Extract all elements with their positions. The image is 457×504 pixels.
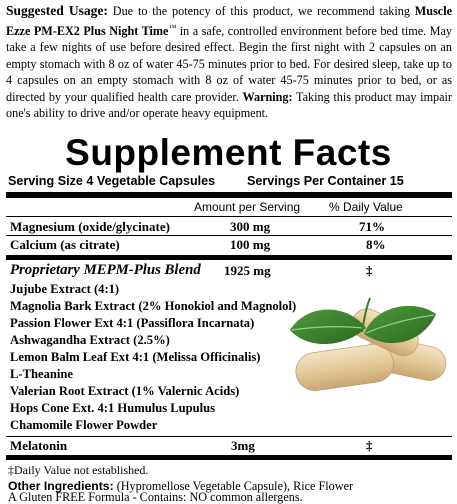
nutrient-dv: 71% xyxy=(359,219,385,234)
ingredient: Lemon Balm Leaf Ext 4:1 (Melissa Officinalis) xyxy=(10,350,261,364)
capsule-icon xyxy=(293,342,395,393)
nutrient-dv: 8% xyxy=(366,237,386,252)
ingredient: L-Theanine xyxy=(10,367,73,381)
other-ingredients-text: (Hypromellose Vegetable Capsule), Rice Flower xyxy=(113,479,354,493)
trademark-symbol: ™ xyxy=(168,22,177,32)
ingredient: Passion Flower Ext 4:1 (Passiflora Incarnata) xyxy=(10,316,255,330)
ingredient: Jujube Extract (4:1) xyxy=(10,282,120,296)
blend-name: Proprietary MEPM-Plus Blend xyxy=(10,262,201,278)
serving-size: Serving Size 4 Vegetable Capsules xyxy=(8,174,216,188)
usage-text-2: in a safe, controlled environment before bed time. May take a few nights of use before desired effect. Begin the first night with 2 capsules on an empty stomach with 8 oz of water 45-75 minutes prior to bed. For desired sleep, take up to 4 capsules on an empty stomach with 8 oz of water 45-75 minutes prior to bed, or as directed by your qualified health care provider. xyxy=(6,23,452,104)
rule-nutrient xyxy=(6,235,452,236)
daily-value-header: % Daily Value xyxy=(329,200,403,214)
blend-amount: 1925 mg xyxy=(224,263,271,278)
product-name: Muscle Ezze PM-EX2 Plus Night Time xyxy=(6,4,453,38)
ingredient: Valerian Root Extract (1% Valernic Acids) xyxy=(10,384,240,398)
melatonin-amount: 3mg xyxy=(231,438,255,453)
blend-dv: ‡ xyxy=(366,263,373,278)
thick-rule-mid xyxy=(6,255,452,260)
supplement-facts-title: Supplement Facts xyxy=(65,132,392,173)
melatonin-dv: ‡ xyxy=(366,438,373,453)
ingredient: Ashwagandha Extract (2.5%) xyxy=(10,333,170,347)
ingredient: Chamomile Flower Powder xyxy=(10,418,158,432)
daily-value-footnote: ‡Daily Value not established. xyxy=(8,463,149,477)
ingredient: Hops Cone Ext. 4:1 Humulus Lupulus xyxy=(10,401,216,415)
nutrient-name: Calcium (as citrate) xyxy=(10,237,120,252)
nutrient-amount: 300 mg xyxy=(230,219,271,234)
nutrient-amount: 100 mg xyxy=(230,237,271,252)
suggested-usage-paragraph xyxy=(6,3,452,122)
ingredient: Magnolia Bark Extract (2% Honokiol and Magnolol) xyxy=(10,299,297,313)
rule-under-header xyxy=(6,216,452,217)
melatonin-name: Melatonin xyxy=(10,438,68,453)
usage-text-1: Due to the potency of this product, we recommend taking xyxy=(107,4,415,18)
thick-rule-top xyxy=(6,192,452,198)
warning-label: Warning: xyxy=(242,89,293,104)
rule-before-melatonin xyxy=(6,436,452,437)
usage-heading: Suggested Usage: xyxy=(6,3,108,18)
nutrient-name: Magnesium (oxide/glycinate) xyxy=(10,219,170,234)
other-ingredients-label: Other Ingredients: xyxy=(8,479,114,493)
warning-text: Taking this product may impair one's ability to drive and/or operate heavy equipment. xyxy=(6,89,452,121)
amount-per-serving-header: Amount per Serving xyxy=(194,200,301,214)
capsules-and-leaves-image xyxy=(278,290,450,400)
gluten-free-statement: A Gluten FREE Formula - Contains: NO common allergens. xyxy=(8,490,303,504)
servings-per-container: Servings Per Container 15 xyxy=(247,174,404,188)
thick-rule-bottom xyxy=(6,455,452,460)
